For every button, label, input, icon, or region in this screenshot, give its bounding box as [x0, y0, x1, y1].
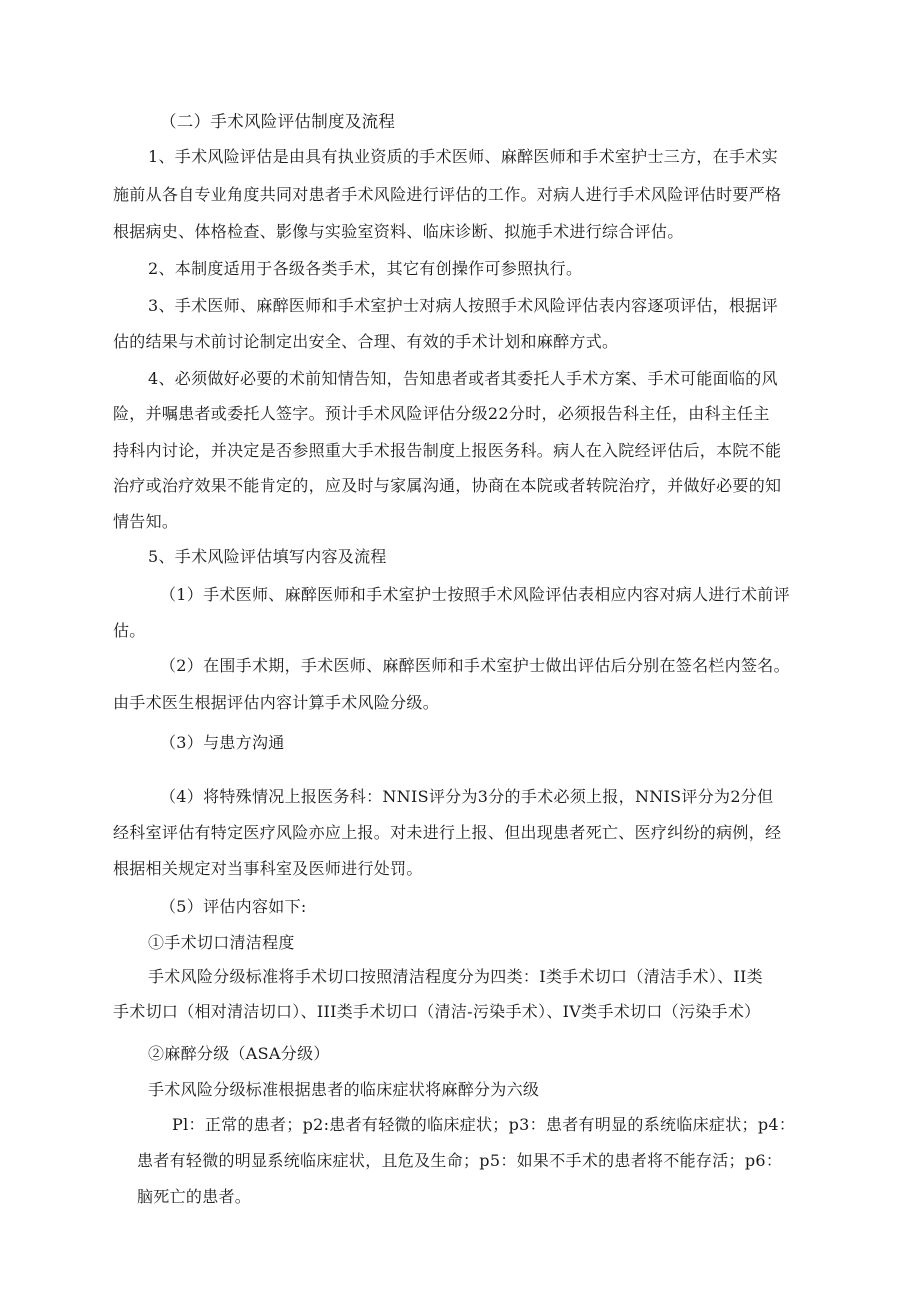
paragraph-3-line-1: 3、手术医师、麻醉医师和手术室护士对病人按照手术风险评估表内容逐项评估，根据评 [148, 296, 778, 315]
item-1-title: ①手术切口清洁程度 [148, 933, 295, 952]
paragraph-5-2-line-1: （2）在围手术期，手术医师、麻醉医师和手术室护士做出评估后分别在签名栏内签名。 [160, 656, 790, 675]
item-2-title: ②麻醉分级（ASA分级） [148, 1044, 330, 1063]
item-2-text: 手术风险分级标准根据患者的临床症状将麻醉分为六级 [148, 1080, 540, 1099]
paragraph-4-line-4: 治疗或治疗效果不能肯定的，应及时与家属沟通，协商在本院或者转院治疗，并做好必要的知 [113, 476, 782, 495]
paragraph-4-line-1: 4、必须做好必要的术前知情告知，告知患者或者其委托人手术方案、手术可能面临的风 [148, 369, 778, 388]
paragraph-5-3: （3）与患方沟通 [160, 733, 285, 752]
paragraph-1-line-1: 1、手术风险评估是由具有执业资质的手术医师、麻醉医师和手术室护士三方，在手术实 [148, 147, 778, 166]
item-1-text-line-1: 手术风险分级标准将手术切口按照清洁程度分为四类：I类手术切口（清洁手术）、II类 [148, 967, 763, 986]
paragraph-5-4-line-3: 根据相关规定对当事科室及医师进行处罚。 [113, 859, 423, 878]
paragraph-4-line-5: 情告知。 [113, 512, 179, 531]
paragraph-5-1-line-1: （1）手术医师、麻醉医师和手术室护士按照手术风险评估表相应内容对病人进行术前评 [160, 585, 790, 604]
paragraph-5-2-line-2: 由手术医生根据评估内容计算手术风险分级。 [113, 693, 440, 712]
asa-line-2: 患者有轻微的明显系统临床症状，且危及生命；p5：如果不手术的患者将不能存活；p6： [137, 1151, 783, 1170]
paragraph-5-4-line-2: 经科室评估有特定医疗风险亦应上报。对未进行上报、但出现患者死亡、医疗纠纷的病例，经 [113, 823, 782, 842]
paragraph-5: 5、手术风险评估填写内容及流程 [148, 547, 387, 566]
asa-line-1: Pl：正常的患者；p2:患者有轻微的临床症状；p3：患者有明显的系统临床症状；p4： [172, 1115, 796, 1134]
paragraph-5-4-line-1: （4）将特殊情况上报医务科：NNIS评分为3分的手术必须上报，NNIS评分为2分但 [160, 787, 774, 806]
paragraph-1-line-2: 施前从各自专业角度共同对患者手术风险进行评估的工作。对病人进行手术风险评估时要严格 [113, 185, 782, 204]
asa-line-3: 脑死亡的患者。 [137, 1187, 252, 1206]
paragraph-5-5: （5）评估内容如下: [160, 897, 307, 916]
paragraph-4-line-3: 持科内讨论，并决定是否参照重大手术报告制度上报医务科。病人在入院经评估后，本院不能 [113, 441, 782, 460]
paragraph-2: 2、本制度适用于各级各类手术，其它有创操作可参照执行。 [148, 259, 583, 278]
paragraph-3-line-2: 估的结果与术前讨论制定出安全、合理、有效的手术计划和麻醉方式。 [113, 332, 619, 351]
item-1-text-line-2: 手术切口（相对清洁切口）、III类手术切口（清洁-污染手术）、IV类手术切口（污染手术） [113, 1002, 761, 1021]
paragraph-1-line-3: 根据病史、体格检查、影像与实验室资料、临床诊断、拟施手术进行综合评估。 [113, 222, 684, 241]
paragraph-4-line-2: 险，并嘱患者或委托人签字。预计手术风险评估分级22分时，必须报告科主任，由科主任主 [113, 404, 770, 423]
paragraph-5-1-line-2: 估。 [113, 621, 146, 640]
section-heading: （二）手术风险评估制度及流程 [160, 112, 396, 131]
